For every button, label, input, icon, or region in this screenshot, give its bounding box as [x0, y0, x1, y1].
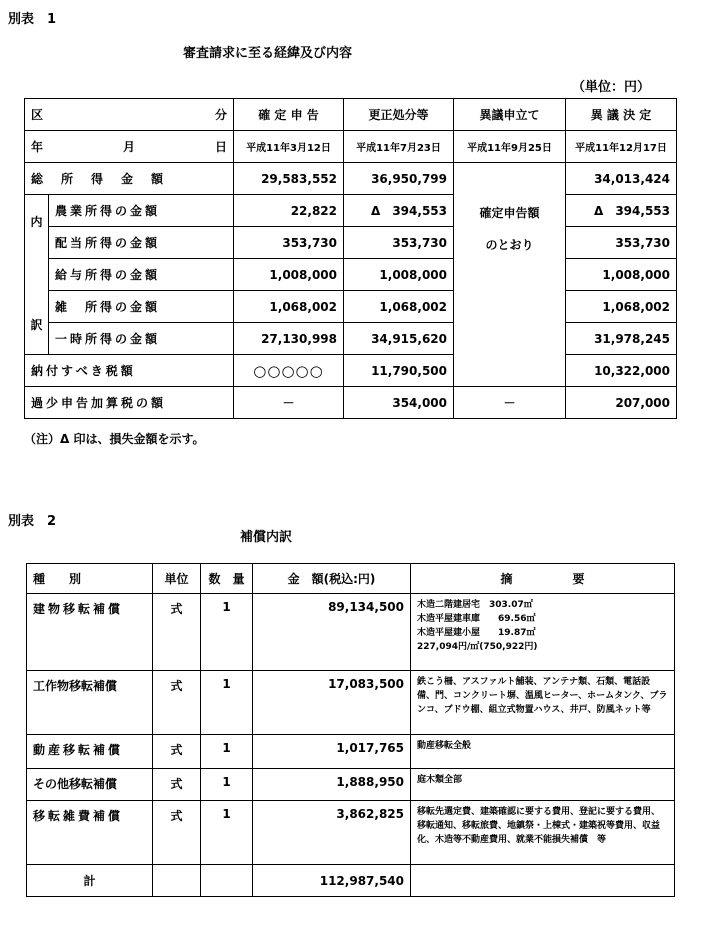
breakdown-kosei: Δ 394,553: [344, 195, 454, 227]
compensation-notes: [411, 801, 675, 865]
date-label-day: 日: [214, 140, 227, 154]
date-label-cell: [25, 131, 234, 163]
breakdown-kosei: 1,068,002: [344, 291, 454, 323]
compensation-amount: 1,888,950: [253, 769, 411, 801]
compensation-qty: 1: [201, 801, 253, 865]
header-kingaku: 金 額(税込:円): [253, 564, 411, 594]
note-line: 227,094円/㎡(750,922円): [417, 642, 538, 652]
compensation-amount: 17,083,500: [253, 671, 411, 735]
compensation-qty: 1: [201, 594, 253, 671]
table2-title: 補償内訳: [240, 530, 293, 545]
objection-note-line2: のとおり: [485, 238, 534, 252]
table2: [26, 563, 675, 897]
table1-header-row: [25, 99, 677, 131]
compensation-row: [27, 735, 675, 769]
compensation-amount: 89,134,500: [253, 594, 411, 671]
note-line: 庭木類全部: [417, 775, 463, 785]
compensation-type: その他移転補償: [27, 769, 153, 801]
compensation-row: [27, 769, 675, 801]
note-line: 木造二階建居宅 303.07㎡: [417, 600, 533, 610]
breakdown-shinkoku: 1,008,000: [234, 259, 344, 291]
date-label-month: 月: [122, 140, 135, 154]
table1-label: 別表 1: [8, 12, 57, 27]
note-line: 木造平屋建車庫 69.56㎡: [417, 614, 536, 624]
breakdown-label: 雑 所得の金額: [49, 291, 234, 323]
breakdown-row: [25, 259, 677, 291]
compensation-qty: 1: [201, 671, 253, 735]
breakdown-shinkoku: 1,068,002: [234, 291, 344, 323]
compensation-notes: [411, 671, 675, 735]
breakdown-kettei: 1,008,000: [566, 259, 677, 291]
compensation-qty: 1: [201, 735, 253, 769]
header-tani: 単位: [153, 564, 201, 594]
table2-label: 別表 2: [8, 514, 57, 529]
table1-footnote: （注）Δ 印は、損失金額を示す。: [24, 432, 205, 446]
total-income-kosei: 36,950,799: [344, 163, 454, 195]
compensation-notes: [411, 769, 675, 801]
header-suryo: 数 量: [201, 564, 253, 594]
tax-due-label: 納付すべき税額: [25, 355, 234, 387]
date-shinkoku: 平成11年3月12日: [234, 131, 344, 163]
total-row: [27, 865, 675, 897]
total-income-row: [25, 163, 677, 195]
note-line: 移転先選定費、建築確認に要する費用、登記に要する費用、移転通知、移転旅費、地鎮祭・上棟式・建築祝等費用、収益化、木造等不動産費用、就業不能損失補償 等: [417, 807, 661, 845]
compensation-row: [27, 671, 675, 735]
header-col-igi-moushitate: 異議申立て: [454, 99, 566, 131]
compensation-type: 移転雑費補償: [27, 801, 153, 865]
breakdown-row: [25, 227, 677, 259]
header-kubun-cell: [25, 99, 234, 131]
total-notes-empty: [411, 865, 675, 897]
breakdown-label: 農業所得の金額: [49, 195, 234, 227]
compensation-amount: 1,017,765: [253, 735, 411, 769]
compensation-type: 工作物移転補償: [27, 671, 153, 735]
compensation-unit: 式: [153, 801, 201, 865]
compensation-row: [27, 594, 675, 671]
table1-title: 審査請求に至る経緯及び内容: [183, 46, 353, 61]
date-igi-kettei: 平成11年12月17日: [566, 131, 677, 163]
total-income-label: 総 所 得 金 額: [25, 163, 234, 195]
compensation-type: 動産移転補償: [27, 735, 153, 769]
objection-note-cell: [454, 163, 566, 387]
tax-due-kettei: 10,322,000: [566, 355, 677, 387]
total-label: 計: [27, 865, 153, 897]
breakdown-kosei: 1,008,000: [344, 259, 454, 291]
total-amount: 112,987,540: [253, 865, 411, 897]
header-tekiyo: 摘 要: [411, 564, 675, 594]
breakdown-label: 給与所得の金額: [49, 259, 234, 291]
table1-unit: （単位：円）: [572, 80, 651, 95]
date-kosei: 平成11年7月23日: [344, 131, 454, 163]
compensation-unit: 式: [153, 769, 201, 801]
total-income-kettei: 34,013,424: [566, 163, 677, 195]
breakdown-shinkoku: 22,822: [234, 195, 344, 227]
breakdown-side-bottom: 訳: [30, 318, 43, 332]
total-unit-empty: [153, 865, 201, 897]
compensation-unit: 式: [153, 735, 201, 769]
header-kubun: 区: [31, 108, 44, 122]
date-label-year: 年: [31, 140, 44, 154]
breakdown-side-top: 内: [30, 215, 43, 229]
compensation-row: [27, 801, 675, 865]
breakdown-kettei: 31,978,245: [566, 323, 677, 355]
note-line: 動産移転全般: [417, 741, 472, 751]
breakdown-kettei: Δ 394,553: [566, 195, 677, 227]
date-row: [25, 131, 677, 163]
breakdown-shinkoku: 27,130,998: [234, 323, 344, 355]
compensation-type: 建物移転補償: [27, 594, 153, 671]
compensation-notes: [411, 735, 675, 769]
compensation-amount: 3,862,825: [253, 801, 411, 865]
breakdown-side-cell: [25, 195, 49, 355]
total-qty-empty: [201, 865, 253, 897]
header-shubetsu: 種 別: [27, 564, 153, 594]
breakdown-kettei: 353,730: [566, 227, 677, 259]
penalty-igi-moushitate: －: [454, 387, 566, 419]
table1: [24, 98, 677, 419]
compensation-unit: 式: [153, 671, 201, 735]
breakdown-row: [25, 291, 677, 323]
breakdown-kosei: 34,915,620: [344, 323, 454, 355]
breakdown-label: 配当所得の金額: [49, 227, 234, 259]
penalty-kosei: 354,000: [344, 387, 454, 419]
penalty-row: [25, 387, 677, 419]
compensation-qty: 1: [201, 769, 253, 801]
total-income-shinkoku: 29,583,552: [234, 163, 344, 195]
penalty-label: 過少申告加算税の額: [25, 387, 234, 419]
penalty-shinkoku: －: [234, 387, 344, 419]
note-line: 木造平屋建小屋 19.87㎡: [417, 628, 536, 638]
breakdown-label: 一時所得の金額: [49, 323, 234, 355]
header-col-shinkoku: 確 定 申 告: [234, 99, 344, 131]
tax-due-kosei: 11,790,500: [344, 355, 454, 387]
header-col-kosei: 更正処分等: [344, 99, 454, 131]
objection-note-line1: 確定申告額: [479, 206, 540, 220]
penalty-kettei: 207,000: [566, 387, 677, 419]
date-igi-moushitate: 平成11年9月25日: [454, 131, 566, 163]
table2-header-row: [27, 564, 675, 594]
breakdown-shinkoku: 353,730: [234, 227, 344, 259]
tax-due-row: [25, 355, 677, 387]
breakdown-kettei: 1,068,002: [566, 291, 677, 323]
compensation-unit: 式: [153, 594, 201, 671]
breakdown-kosei: 353,730: [344, 227, 454, 259]
compensation-notes: [411, 594, 675, 671]
tax-due-shinkoku: ○○○○○: [234, 355, 344, 387]
breakdown-row: [25, 323, 677, 355]
note-line: 鉄こう柵、アスファルト舗装、アンテナ類、石類、電話設備、門、コンクリート塀、温風ヒーター、ホームタンク、ブランコ、ブドウ棚、組立式物置ハウス、井戸、防風ネット等: [417, 677, 668, 715]
breakdown-row: [25, 195, 677, 227]
header-bun: 分: [214, 108, 227, 122]
header-col-igi-kettei: 異 議 決 定: [566, 99, 677, 131]
